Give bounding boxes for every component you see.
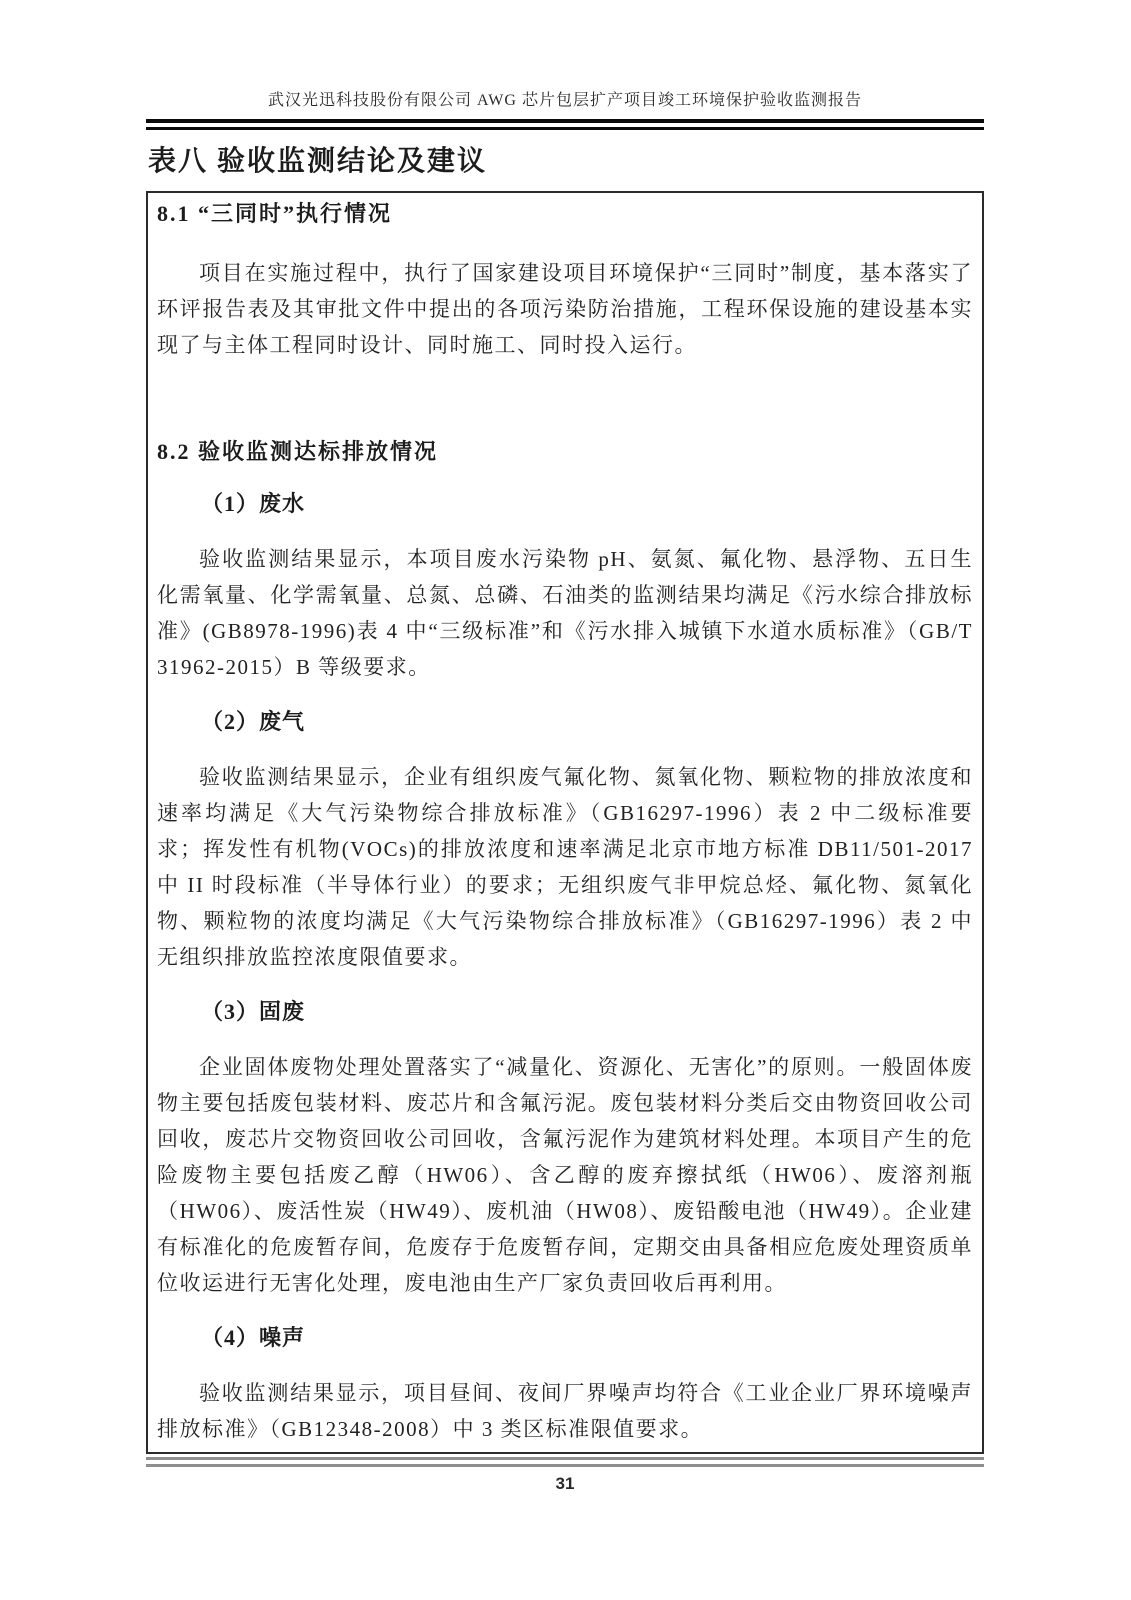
page-title: 表八 验收监测结论及建议: [148, 146, 488, 177]
footer-double-rule: [146, 1457, 984, 1467]
subsection-noise-paragraph: 验收监测结果显示，项目昼间、夜间厂界噪声均符合《工业企业厂界环境噪声排放标准》（GB12348-2008）中 3 类区标准限值要求。: [157, 1381, 973, 1441]
page-footer: [146, 1457, 984, 1494]
subsection-solidwaste-title: （3）固废: [201, 999, 306, 1024]
section-8-1-paragraph: 项目在实施过程中，执行了国家建设项目环境保护“三同时”制度，基本落实了环评报告表及其审批文件中提出的各项污染防治措施，工程环保设施的建设基本实现了与主体工程同时设计、同时施工、同时投入运行。: [157, 261, 973, 357]
section-8-1-heading: 8.1 “三同时”执行情况: [157, 201, 393, 226]
document-body: [146, 146, 984, 1454]
subsection-noise-title: （4）噪声: [201, 1325, 306, 1350]
page-header: [146, 0, 984, 130]
subsection-wastegas-paragraph: 验收监测结果显示，企业有组织废气氟化物、氮氧化物、颗粒物的排放浓度和速率均满足《大气污染物综合排放标准》（GB16297-1996）表 2 中二级标准要求；挥发性有机物(VOCs)的排放浓度和速率满足北京市地方标准 DB11/501-2017 中 II 时段标准（半导体行业）的要求；无组织废气非甲烷总烃、氟化物、氮氧化物、颗粒物的浓度均满足《大气污染物综合排放标准》（GB16297-1996）表 2 中无组织排放监控浓度限值要求。: [157, 765, 973, 969]
content-box: [146, 191, 984, 1454]
subsection-wastewater-paragraph: 验收监测结果显示，本项目废水污染物 pH、氨氮、氟化物、悬浮物、五日生化需氧量、化学需氧量、总氮、总磷、石油类的监测结果均满足《污水综合排放标准》(GB8978-1996)表 4 中“三级标准”和《污水排入城镇下水道水质标准》（GB/T 31962-2015）B 等级要求。: [157, 547, 973, 679]
subsection-solidwaste-paragraph: 企业固体废物处理处置落实了“减量化、资源化、无害化”的原则。一般固体废物主要包括废包装材料、废芯片和含氟污泥。废包装材料分类后交由物资回收公司回收，废芯片交物资回收公司回收，含氟污泥作为建筑材料处理。本项目产生的危险废物主要包括废乙醇（HW06）、含乙醇的废弃擦拭纸（HW06）、废溶剂瓶（HW06）、废活性炭（HW49）、废机油（HW08）、废铅酸电池（HW49）。企业建有标准化的危废暂存间，危废存于危废暂存间，定期交由具备相应危废处理资质单位收运进行无害化处理，废电池由生产厂家负责回收后再利用。: [157, 1055, 973, 1295]
subsection-wastewater-title: （1）废水: [201, 491, 306, 516]
subsection-wastegas-title: （2）废气: [201, 709, 306, 734]
header-double-rule: [146, 119, 984, 130]
page-number: 31: [555, 1474, 575, 1493]
section-8-2-heading: 8.2 验收监测达标排放情况: [157, 439, 439, 464]
header-title: 武汉光迅科技股份有限公司 AWG 芯片包层扩产项目竣工环境保护验收监测报告: [268, 92, 862, 109]
